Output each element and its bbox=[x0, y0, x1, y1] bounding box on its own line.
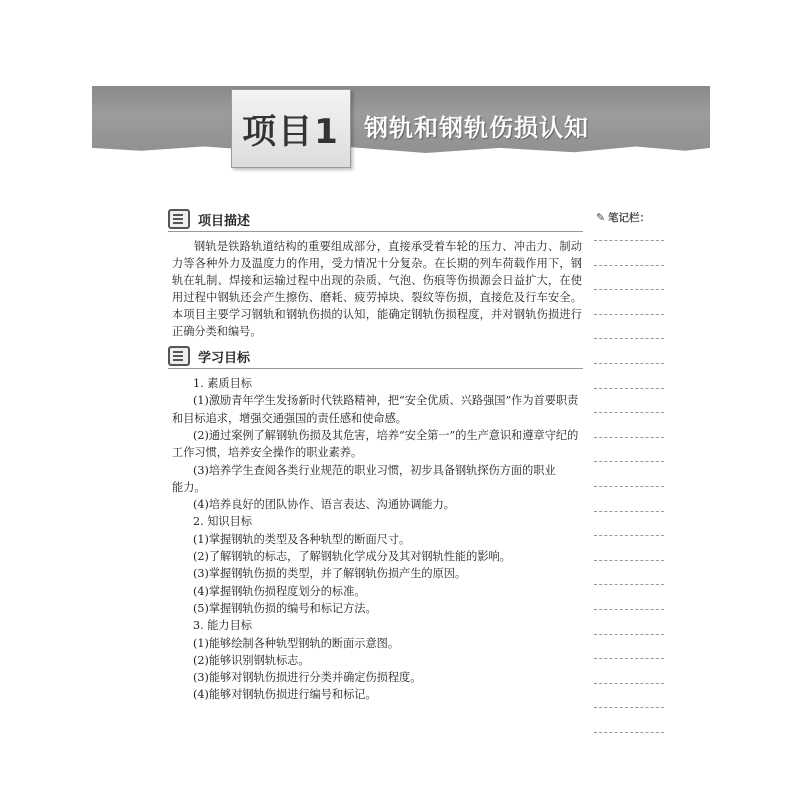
objective-line: (3)掌握钢轨伤损的类型，并了解钢轨伤损产生的原因。 bbox=[193, 567, 467, 581]
section-heading-label: 项目描述 bbox=[198, 213, 251, 229]
section-divider bbox=[168, 368, 583, 369]
objective-line: (4)能够对钢轨伤损进行编号和标记。 bbox=[193, 688, 377, 702]
objective-line: (3)能够对钢轨伤损进行分类并确定伤损程度。 bbox=[193, 671, 422, 685]
notes-line bbox=[594, 265, 664, 266]
notes-line bbox=[594, 363, 664, 364]
notes-line bbox=[594, 338, 664, 339]
notes-line bbox=[594, 511, 664, 512]
section-divider bbox=[168, 231, 583, 232]
notes-line bbox=[594, 560, 664, 561]
notes-line bbox=[594, 314, 664, 315]
section-heading-objectives bbox=[168, 346, 250, 366]
objective-line: (3)培养学生查阅各类行业规范的职业习惯，初步具备钢轨探伤方面的职业 bbox=[193, 463, 556, 477]
screen-icon bbox=[168, 209, 190, 229]
notes-line bbox=[594, 707, 664, 708]
objective-line: (4)培养良好的团队协作、语言表达、沟通协调能力。 bbox=[193, 498, 455, 512]
notes-line bbox=[594, 634, 664, 635]
objective-line: 和目标追求，增强交通强国的责任感和使命感。 bbox=[172, 411, 407, 425]
notes-label bbox=[596, 210, 650, 225]
objective-line: 1. 素质目标 bbox=[193, 377, 252, 390]
objective-line: 能力。 bbox=[172, 480, 206, 494]
notes-line bbox=[594, 683, 664, 684]
notes-line bbox=[594, 240, 664, 241]
project-label: 项目1 bbox=[242, 112, 340, 152]
notes-line bbox=[594, 584, 664, 585]
objective-line: (2)了解钢轨的标志，了解钢轨化学成分及其对钢轨性能的影响。 bbox=[193, 550, 511, 563]
notes-line bbox=[594, 535, 664, 536]
notes-line bbox=[594, 461, 664, 462]
objective-line: (1)激励青年学生发扬新时代铁路精神，把“安全优质、兴路强国”作为首要职责 bbox=[193, 394, 579, 408]
pencil-icon bbox=[168, 346, 190, 366]
notes-line bbox=[594, 732, 664, 733]
objective-line: (4)掌握钢轨伤损程度划分的标准。 bbox=[193, 584, 366, 598]
notes-line bbox=[594, 388, 664, 389]
objective-line: 3. 能力目标 bbox=[193, 619, 252, 633]
objective-line: (2)通过案例了解钢轨伤损及其危害，培养“安全第一”的生产意识和遵章守纪的 bbox=[193, 428, 579, 442]
section-heading-description bbox=[168, 209, 250, 229]
objective-line: (5)掌握钢轨伤损的编号和标记方法。 bbox=[193, 601, 377, 615]
notes-line bbox=[594, 609, 664, 610]
project-number-box bbox=[231, 89, 351, 168]
notes-line bbox=[594, 437, 664, 438]
description-paragraph: 钢轨是铁路轨道结构的重要组成部分，直接承受着车轮的压力、冲击力、制动力等各种外力及温度力的作用，受力情况十分复杂。在长期的列车荷载作用下，钢轨在轧制、焊接和运输过程中出现的杂质、气泡、伤痕等伤损源会日益扩大，在使用过程中钢轨还会产生擦伤、磨耗、疲劳掉块、裂纹等伤损，直接危及行车安全。本项目主要学习钢轨和钢轨伤损的认知，能确定钢轨伤损程度，并对钢轨伤损进行正确分类和编号。 bbox=[172, 240, 582, 338]
project-title: 钢轨和钢轨伤损认知 bbox=[364, 114, 589, 142]
objective-line: (2)能够识别钢轨标志。 bbox=[193, 653, 310, 667]
notes-line bbox=[594, 658, 664, 659]
objective-line: 工作习惯，培养安全操作的职业素养。 bbox=[172, 446, 363, 460]
section-heading-label: 学习目标 bbox=[198, 350, 251, 366]
objective-line: 2. 知识目标 bbox=[193, 515, 252, 529]
notes-line bbox=[594, 289, 664, 290]
notes-line bbox=[594, 486, 664, 487]
objective-line: (1)能够绘制各种轨型钢轨的断面示意图。 bbox=[193, 636, 400, 650]
notes-label-text: 笔记栏： bbox=[608, 212, 650, 224]
pen-icon: ✎ bbox=[596, 211, 606, 224]
objective-line: (1)掌握钢轨的类型及各种轨型的断面尺寸。 bbox=[193, 532, 411, 546]
notes-line bbox=[594, 412, 664, 413]
